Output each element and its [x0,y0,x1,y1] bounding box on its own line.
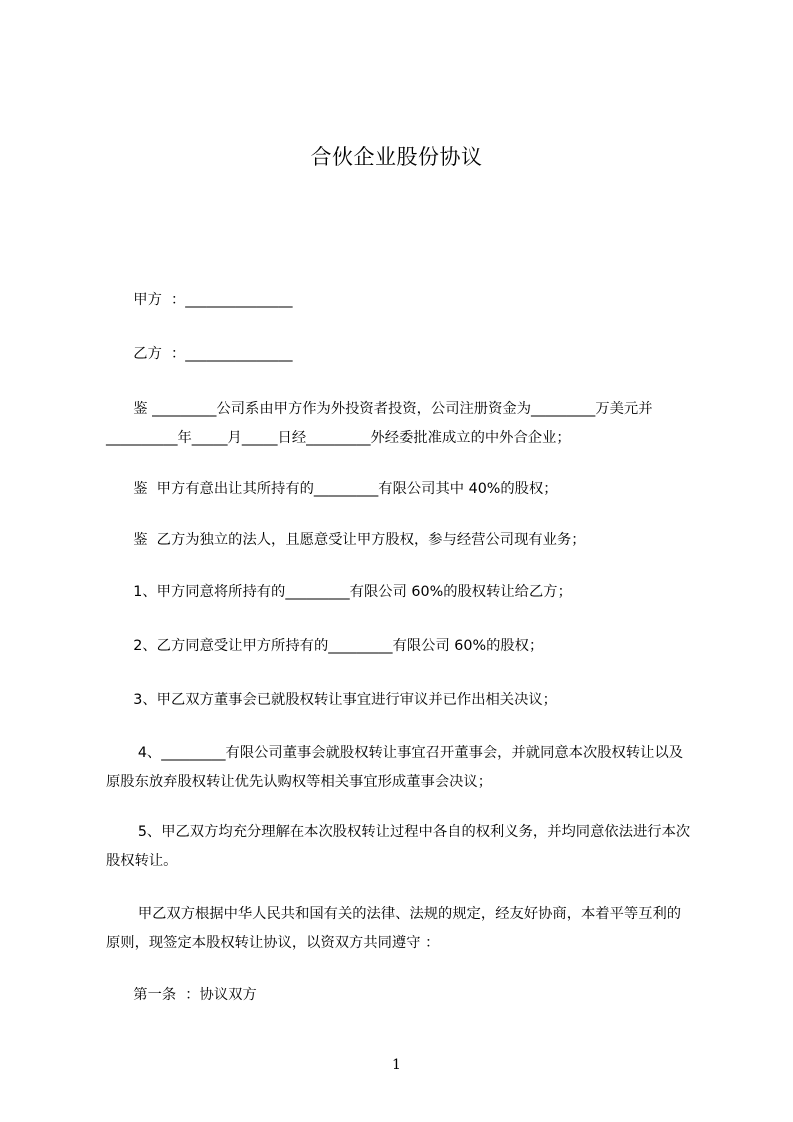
party-b-line: 乙方 ：_______________ [106,346,293,362]
document-title: 合伙企业股份协议 [310,145,483,169]
recital-party-a-intent: 鉴 甲方有意出让其所持有的_________有限公司其中 40%的股权； [106,481,558,497]
page-number: 1 [392,1057,401,1073]
agreement-preamble: 甲乙双方根据中华人民共和国有关的法律、法规的规定，经友好协商，本着平等互利的原则，现签定本股权转让协议，以资双方共同遵守 ： [106,906,682,951]
clause-3: 3、甲乙双方董事会已就股权转让事宜进行审议并已作出相关决议； [106,692,557,708]
clause-1: 1、甲方同意将所持有的_________有限公司 60%的股权转让给乙方； [106,584,572,600]
clause-4: 4、_________有限公司董事会就股权转让事宜召开董事会，并就同意本次股权转让以及原股东放弃股权转让优先认购权等相关事宜形成董事会决议； [106,745,684,790]
clause-5: 5、甲乙双方均充分理解在本次股权转让过程中各自的权利义务，并均同意依法进行本次股权转让。 [106,824,691,869]
article-1-heading: 第一条 ：协议双方 [106,987,257,1003]
recital-company-registration: 鉴 _________公司系由甲方作为外投资者投资，公司注册资金为_________万美元并 __________年_____月_____日经_________外经委批准成立的中外合企业； [106,401,662,446]
recital-party-b-intent: 鉴 乙方为独立的法人，且愿意受让甲方股权，参与经营公司现有业务； [106,532,586,548]
party-a-line: 甲方 ：_______________ [106,292,293,308]
clause-2: 2、乙方同意受让甲方所持有的_________有限公司 60%的股权； [106,638,544,654]
